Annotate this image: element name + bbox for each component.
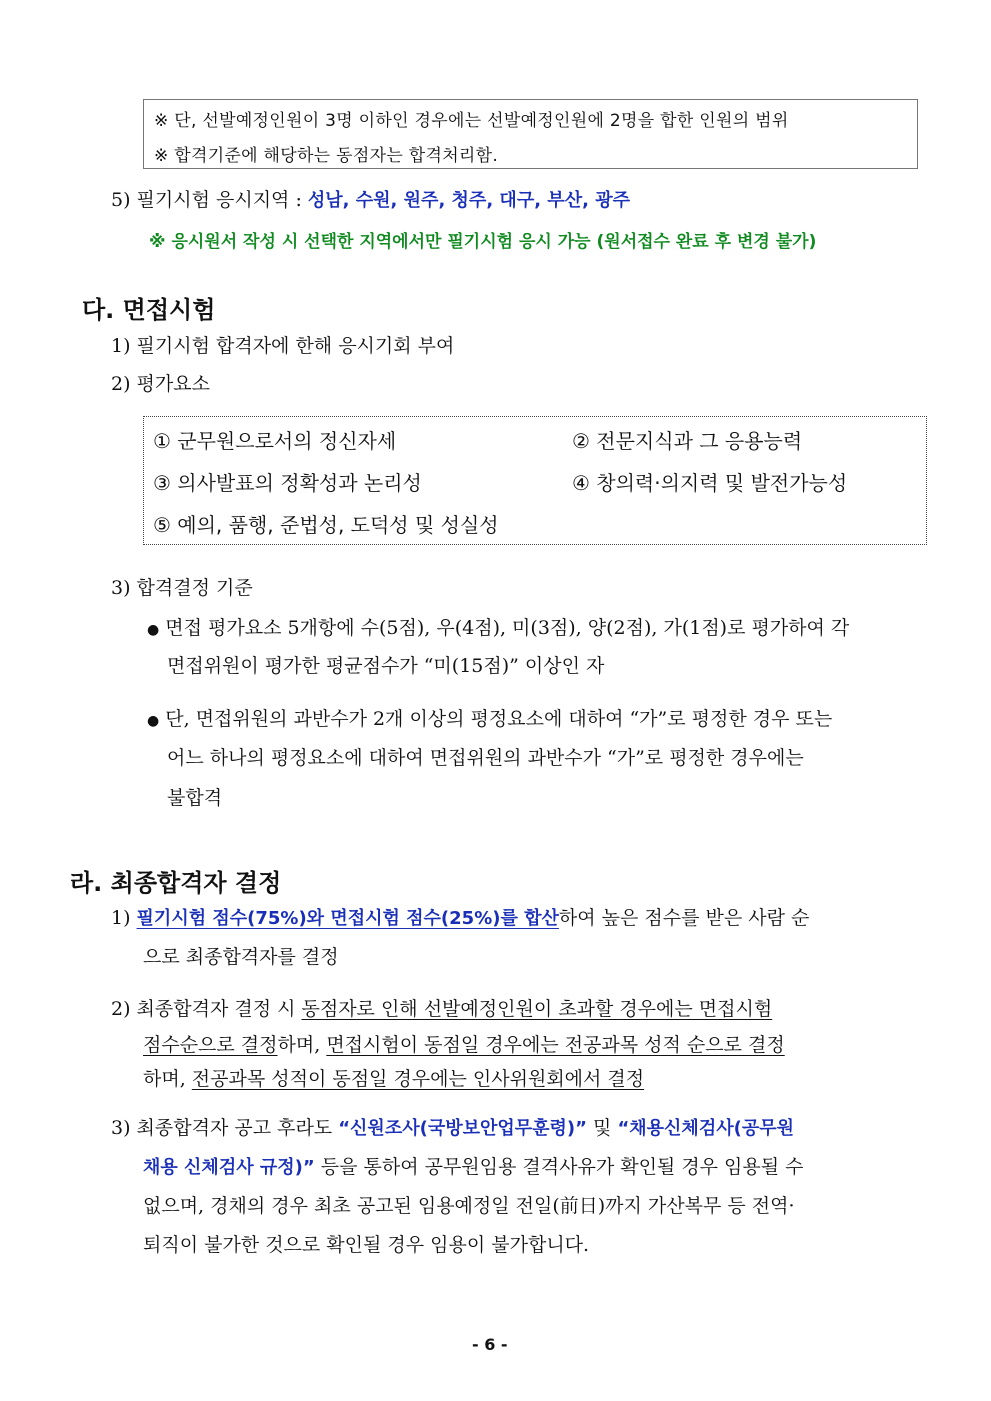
final-paragraph-3-line-3: 없으며, 경채의 경우 최초 공고된 임용예정일 전일(前日)까지 가산복무 등 전역· <box>143 1195 795 1217</box>
final-paragraph-2-intro: 최종합격자 결정 시 <box>136 998 302 1020</box>
tie-rule-1: 동점자로 인해 선발예정인원이 초과할 경우에는 면접시험 <box>301 998 773 1020</box>
final-paragraph-1-number: 1) <box>111 907 137 929</box>
final-paragraph-3-line-1 <box>111 1117 794 1140</box>
connector-text: 하며, <box>143 1068 192 1090</box>
final-score-formula: 필기시험 점수(75%)와 면접시험 점수(25%)를 합산 <box>136 908 559 929</box>
exam-region-line <box>111 189 630 212</box>
exam-region-note: ※ 응시원서 작성 시 선택한 지역에서만 필기시험 응시 가능 (원서접수 완료 후 변경 불가) <box>149 232 817 252</box>
final-paragraph-3-intro: 최종합격자 공고 후라도 <box>136 1117 339 1139</box>
tie-rule-3: 전공과목 성적이 동점일 경우에는 인사위원회에서 결정 <box>191 1068 645 1090</box>
physical-exam-term-cont: 채용 신체검사 규정)” <box>143 1157 315 1178</box>
section-heading-interview: 다. 면접시험 <box>82 296 216 324</box>
interview-item-1: 1) 필기시험 합격자에 한해 응시기회 부여 <box>111 335 455 357</box>
page-number: - 6 - <box>472 1335 508 1354</box>
final-paragraph-3-line-4: 퇴직이 불가한 것으로 확인될 경우 임용이 불가합니다. <box>143 1234 590 1256</box>
notice-line-1: ※ 단, 선발예정인원이 3명 이하인 경우에는 선발예정인원에 2명을 합한 인원의 범위 <box>154 111 789 131</box>
connector-text: 및 <box>587 1117 618 1139</box>
final-paragraph-2-line-2 <box>143 1034 785 1057</box>
section-heading-final: 라. 최종합격자 결정 <box>70 869 282 897</box>
criteria-bullet-2-line-1: 단, 면접위원의 과반수가 2개 이상의 평정요소에 대하여 “가”로 평정한 경우 또는 <box>165 708 833 730</box>
evaluation-element-2: ② 전문지식과 그 응용능력 <box>572 429 803 453</box>
bullet-icon: ● <box>147 713 160 729</box>
tie-rule-1-cont: 점수순으로 결정 <box>143 1034 278 1056</box>
connector-text: 하며, <box>277 1034 327 1056</box>
final-paragraph-2-line-1 <box>111 998 772 1021</box>
criteria-bullet-2-line-3: 불합격 <box>167 787 223 809</box>
final-paragraph-1-rest: 하여 높은 점수를 받은 사람 순 <box>558 907 810 929</box>
interview-item-2: 2) 평가요소 <box>111 373 210 395</box>
final-paragraph-3-line-2 <box>143 1156 804 1179</box>
criteria-bullet-2 <box>147 708 832 731</box>
final-paragraph-2-line-3 <box>143 1068 644 1091</box>
evaluation-element-4: ④ 창의력·의지력 및 발전가능성 <box>572 471 848 495</box>
criteria-bullet-1-line-2: 면접위원이 평가한 평균점수가 “미(15점)” 이상인 자 <box>167 655 605 677</box>
interview-item-3: 3) 합격결정 기준 <box>111 577 253 599</box>
final-paragraph-1-line-2: 으로 최종합격자를 결정 <box>143 946 339 968</box>
evaluation-element-1: ① 군무원으로서의 정신자세 <box>153 429 397 453</box>
tie-rule-2: 면접시험이 동점일 경우에는 전공과목 성적 순으로 결정 <box>326 1034 785 1056</box>
background-check-term: “신원조사(국방보안업무훈령)” <box>338 1118 587 1139</box>
final-paragraph-3-rest: 등을 통하여 공무원임용 결격사유가 확인될 경우 임용될 수 <box>314 1156 804 1178</box>
evaluation-element-3: ③ 의사발표의 정확성과 논리성 <box>153 471 422 495</box>
final-paragraph-2-number: 2) <box>111 998 137 1020</box>
criteria-bullet-1 <box>147 617 849 640</box>
criteria-bullet-2-line-2: 어느 하나의 평정요소에 대하여 면접위원의 과반수가 “가”로 평정한 경우에는 <box>167 747 804 769</box>
criteria-bullet-1-line-1: 면접 평가요소 5개항에 수(5점), 우(4점), 미(3점), 양(2점), 가(1점)로 평가하여 각 <box>165 617 850 639</box>
exam-region-list: 성남, 수원, 원주, 청주, 대구, 부산, 광주 <box>307 190 630 211</box>
evaluation-element-5: ⑤ 예의, 품행, 준법성, 도덕성 및 성실성 <box>153 513 499 537</box>
physical-exam-term: “채용신체검사(공무원 <box>617 1118 794 1139</box>
final-paragraph-1-line-1 <box>111 907 809 930</box>
bullet-icon: ● <box>147 622 160 638</box>
final-paragraph-3-number: 3) <box>111 1117 137 1139</box>
exam-region-prefix: 5) 필기시험 응시지역 : <box>111 189 308 211</box>
notice-line-2: ※ 합격기준에 해당하는 동점자는 합격처리함. <box>154 146 499 166</box>
